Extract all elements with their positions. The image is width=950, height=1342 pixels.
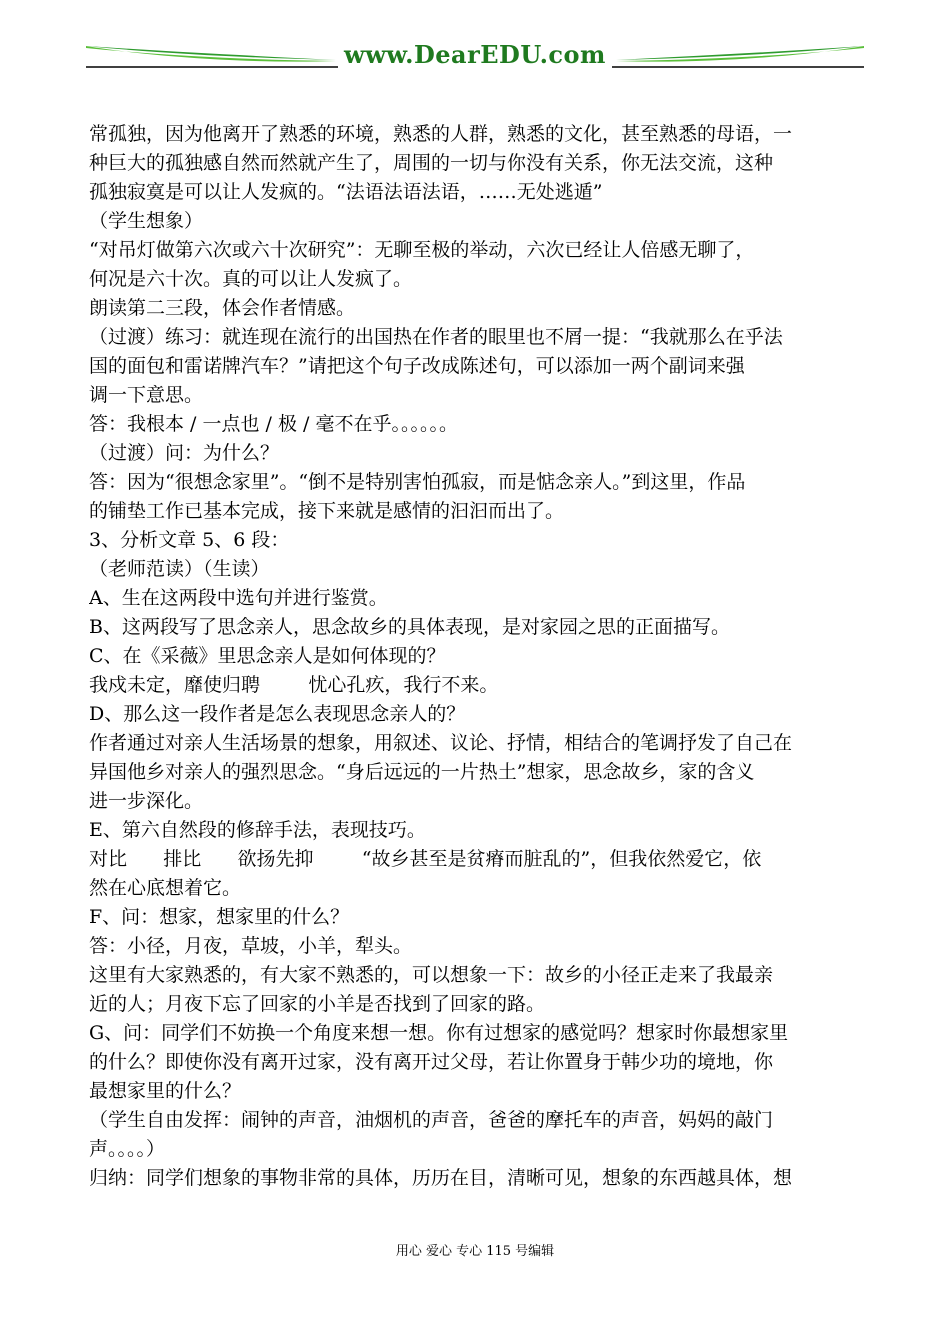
- text-line: 答：我根本 / 一点也 / 极 / 毫不在乎。。。。。。: [89, 413, 458, 435]
- text-line: 的铺垫工作已基本完成，接下来就是感情的汩汩而出了。: [89, 500, 565, 522]
- text-line: 进一步深化。: [89, 790, 204, 812]
- text-line: G、问：同学们不妨换一个角度来想一想。你有过想家的感觉吗？想家时你最想家里: [89, 1022, 789, 1044]
- text-line: D、那么这一段作者是怎么表现思念亲人的？: [89, 703, 466, 725]
- text-line: 答：小径，月夜，草坡，小羊，犁头。: [89, 935, 413, 957]
- text-line: 然在心底想着它。: [89, 877, 242, 899]
- text-line: （学生想象）: [89, 210, 204, 232]
- text-line: 声。。。。）: [89, 1138, 166, 1160]
- text-line: 孤独寂寞是可以让人发疯的。“法语法语法语，……无处逃遁”: [89, 181, 603, 203]
- text-line: 调一下意思。: [89, 384, 204, 406]
- site-logo: www.DearEDU.com: [86, 42, 864, 68]
- page-header: [86, 36, 864, 76]
- text-line: （学生自由发挥：闹钟的声音，油烟机的声音，爸爸的摩托车的声音，妈妈的敲门: [89, 1109, 774, 1131]
- text-line: 朗读第二三段，体会作者情感。: [89, 297, 356, 319]
- text-line: 异国他乡对亲人的强烈思念。“身后远远的一片热土”想家，思念故乡，家的含义: [89, 761, 755, 783]
- text-line: 近的人；月夜下忘了回家的小羊是否找到了回家的路。: [89, 993, 546, 1015]
- text-line: 种巨大的孤独感自然而然就产生了，周围的一切与你没有关系，你无法交流，这种: [89, 152, 774, 174]
- text-line: 何况是六十次。真的可以让人发疯了。: [89, 268, 413, 290]
- text-line: 我戍未定，靡使归聘 忧心孔疚，我行不来。: [89, 674, 499, 696]
- text-line: “对吊灯做第六次或六十次研究”：无聊至极的举动，六次已经让人倍感无聊了，: [89, 239, 755, 261]
- text-line: 作者通过对亲人生活场景的想象，用叙述、议论、抒情，相结合的笔调抒发了自己在: [89, 732, 793, 754]
- text-line: 的什么？即使你没有离开过家，没有离开过父母，若让你置身于韩少功的境地，你: [89, 1051, 774, 1073]
- text-line: 常孤独，因为他离开了熟悉的环境，熟悉的人群，熟悉的文化，甚至熟悉的母语，一: [89, 123, 793, 145]
- text-line: C、在《采薇》里思念亲人是如何体现的？: [89, 645, 446, 667]
- text-line: B、这两段写了思念亲人，思念故乡的具体表现，是对家园之思的正面描写。: [89, 616, 730, 638]
- text-line: （过渡）练习：就连现在流行的出国热在作者的眼里也不屑一提：“我就那么在乎法: [89, 326, 783, 348]
- text-line: A、生在这两段中选句并进行鉴赏。: [89, 587, 388, 609]
- text-line: 3、分析文章 5、6 段：: [89, 529, 290, 551]
- text-line: 归纳：同学们想象的事物非常的具体，历历在目，清晰可见，想象的东西越具体，想: [89, 1167, 793, 1189]
- text-line: （老师范读）（生读）: [89, 558, 270, 580]
- page-footer: 用心 爱心 专心 115 号编辑: [395, 1244, 555, 1259]
- text-line: 答：因为“很想念家里”。“倒不是特别害怕孤寂，而是惦念亲人。”到这里，作品: [89, 471, 746, 493]
- text-line: F、问：想家，想家里的什么？: [89, 906, 350, 928]
- text-line: 对比 排比 欲扬先抑 “故乡甚至是贫瘠而脏乱的”，但我依然爱它，依: [89, 848, 762, 870]
- text-line: 这里有大家熟悉的，有大家不熟悉的，可以想象一下：故乡的小径正走来了我最亲: [89, 964, 774, 986]
- text-line: 国的面包和雷诺牌汽车？”请把这个句子改成陈述句，可以添加一两个副词来强: [89, 355, 745, 377]
- text-line: 最想家里的什么？: [89, 1080, 242, 1102]
- text-line: （过渡）问：为什么？: [89, 442, 280, 464]
- document-body: [89, 120, 867, 1193]
- text-line: E、第六自然段的修辞手法，表现技巧。: [89, 819, 426, 841]
